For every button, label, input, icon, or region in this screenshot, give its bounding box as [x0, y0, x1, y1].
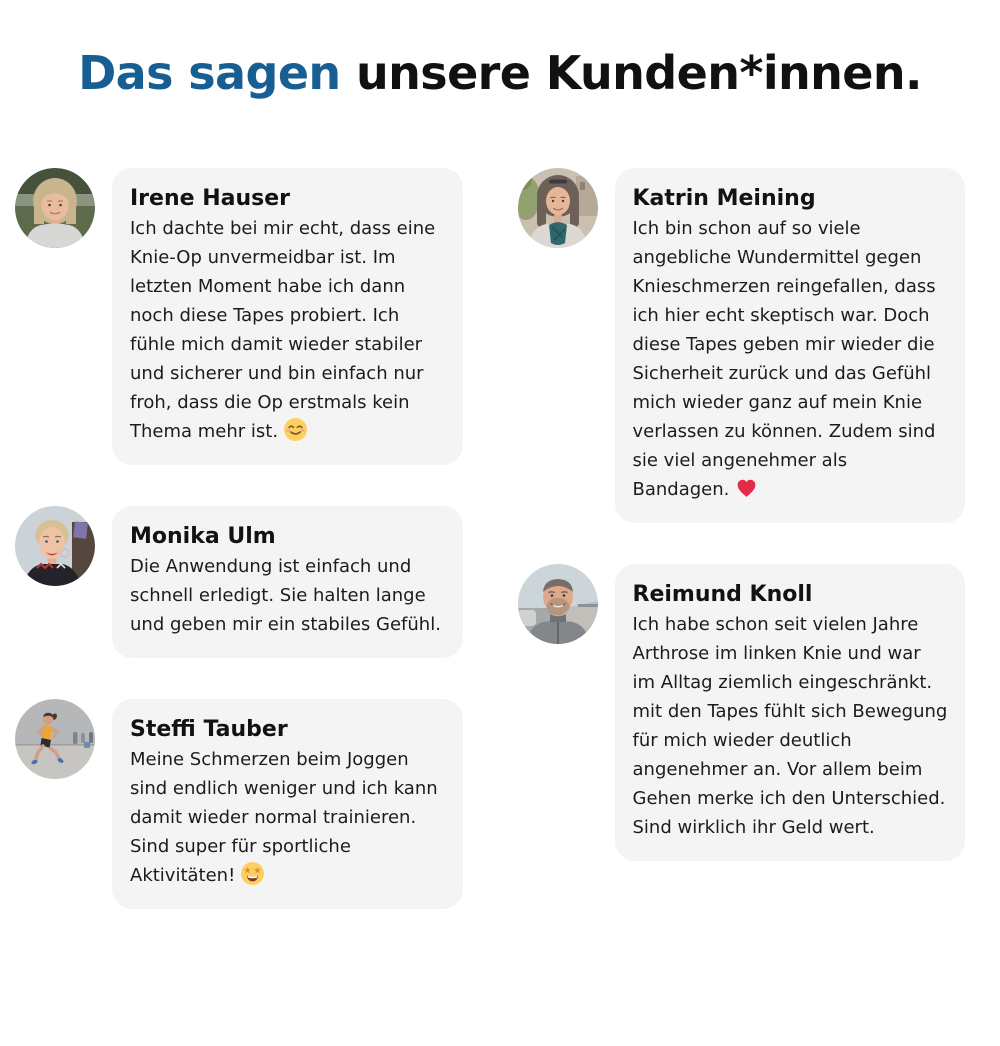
- testimonials-page: [0, 46, 1000, 1046]
- avatar-irene-hauser: [15, 168, 95, 248]
- avatar-reimund-knoll: [518, 564, 598, 644]
- customer-name: Steffi Tauber: [130, 717, 288, 743]
- customer-name: Reimund Knoll: [632, 582, 813, 608]
- quote-text: Ich habe schon seit vielen Jahre Arthrose im linken Knie und war im Alltag ziemlich eingeschränkt. mit den Tapes fühlt sich Bewegung für mich wieder deutlich angenehmer an. Vor allem beim Gehen merke ich den Unterschied. Sind wirklich ihr Geld wert.: [632, 614, 948, 839]
- testimonial-card: [615, 168, 966, 523]
- customer-quote: [633, 214, 949, 504]
- avatar-irene-hauser-photo: [15, 168, 95, 248]
- customer-name: Monika Ulm: [130, 524, 276, 550]
- quote-text: Die Anwendung ist einfach und schnell erledigt. Sie halten lange und geben mir ein stabiles Gefühl.: [130, 556, 441, 636]
- testimonial-card: [615, 564, 966, 861]
- customer-quote: [633, 610, 949, 842]
- avatar-reimund-knoll-photo: [518, 564, 598, 644]
- testimonial-card: [112, 699, 463, 909]
- page-title: [0, 46, 1000, 100]
- customer-name: Katrin Meining: [632, 186, 816, 212]
- testimonial-reimund-knoll: [518, 564, 966, 861]
- page-title-rest: unsere Kunden*innen.: [340, 46, 922, 100]
- testimonial-katrin-meining: [518, 168, 966, 523]
- avatar-katrin-meining-photo: [518, 168, 598, 248]
- testimonial-steffi-tauber: [15, 699, 463, 909]
- testimonial-card: [112, 506, 463, 658]
- quote-text: Meine Schmerzen beim Joggen sind endlich weniger und ich kann damit wieder normal trainieren. Sind super für sportliche Aktivitäten!: [130, 749, 438, 887]
- red-heart-emoji: [734, 475, 759, 500]
- avatar-monika-ulm-photo: [15, 506, 95, 586]
- quote-text: Ich bin schon auf so viele angebliche Wundermittel gegen Knieschmerzen reingefallen, dass ich hier echt skeptisch war. Doch diese Tapes geben mir wieder die Sicherheit zurück und das Gefühl mich wieder ganz auf mein Knie verlassen zu können. Zudem sind sie viel angenehmer als Bandagen.: [632, 218, 936, 501]
- avatar-steffi-tauber-photo: [15, 699, 95, 779]
- customer-quote: [130, 214, 446, 446]
- customer-quote: [130, 745, 446, 890]
- testimonials-grid: [15, 168, 965, 909]
- testimonial-monika-ulm: [15, 506, 463, 658]
- avatar-katrin-meining: [518, 168, 598, 248]
- testimonials-column-right: [518, 168, 966, 909]
- testimonial-card: [112, 168, 463, 465]
- customer-quote: [130, 552, 446, 639]
- page-title-highlight: Das sagen: [78, 46, 341, 100]
- star-struck-face-emoji: [240, 861, 265, 886]
- quote-text: Ich dachte bei mir echt, dass eine Knie-Op unvermeidbar ist. Im letzten Moment habe ich dann noch diese Tapes probiert. Ich fühle mich damit wieder stabiler und sicherer und bin einfach nur froh, dass die Op erstmals kein Thema mehr ist.: [130, 218, 436, 443]
- relaxed-blushing-face-emoji: [283, 417, 308, 442]
- customer-name: Irene Hauser: [130, 186, 290, 212]
- avatar-steffi-tauber: [15, 699, 95, 779]
- testimonials-column-left: [15, 168, 463, 909]
- avatar-monika-ulm: [15, 506, 95, 586]
- testimonial-irene-hauser: [15, 168, 463, 465]
